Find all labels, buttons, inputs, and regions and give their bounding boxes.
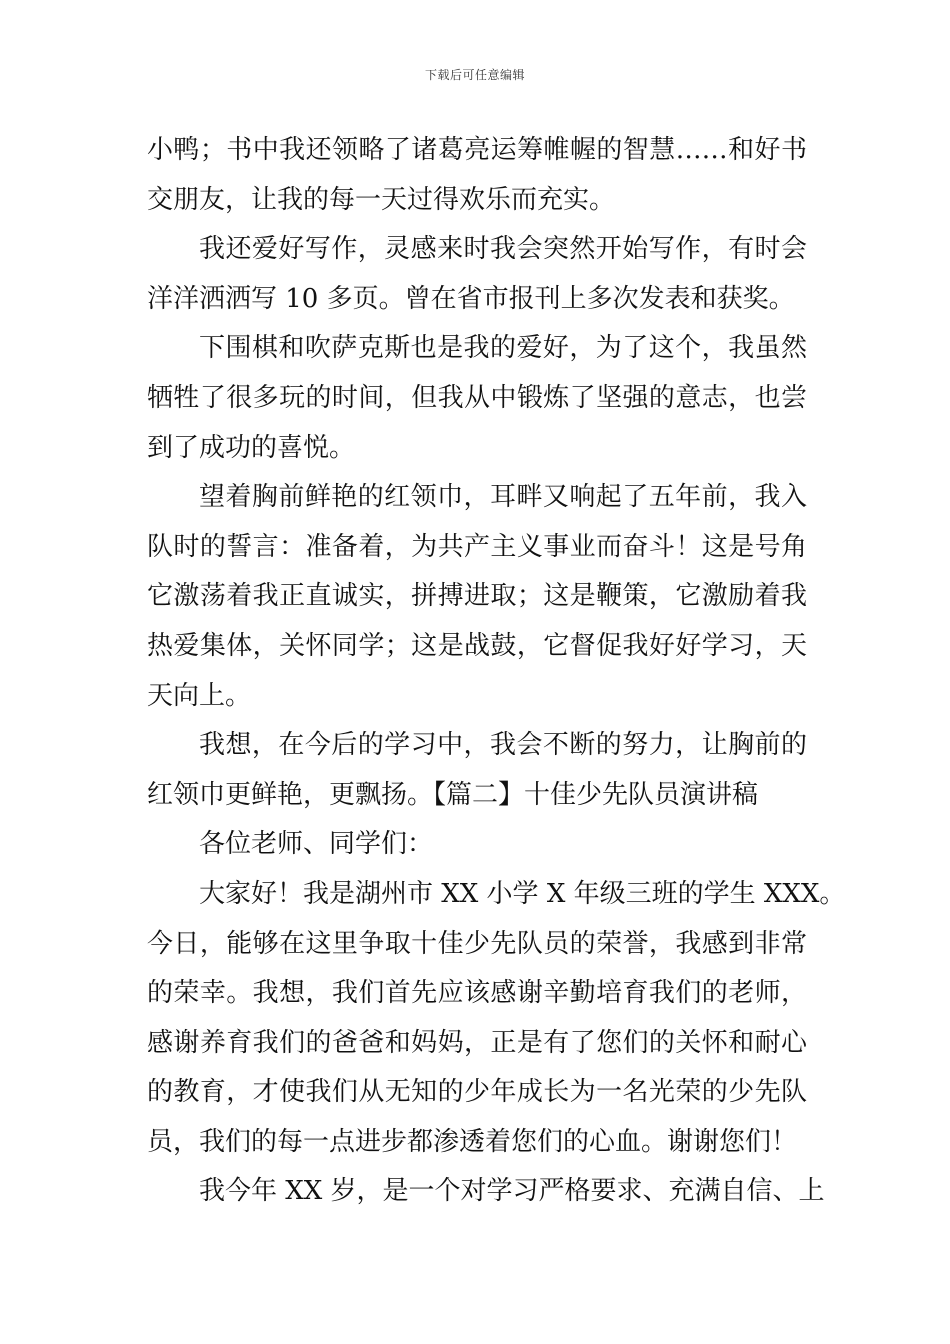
- text-line: 各位老师、同学们：: [199, 829, 434, 860]
- document-body: [147, 126, 846, 1217]
- text-line: 洋洋洒洒写 10 多页。曾在省市报刊上多次发表和获奖。: [147, 283, 795, 314]
- text-line: 望着胸前鲜艳的红领巾，耳畔又响起了五年前，我入: [199, 482, 807, 513]
- text-line: 我还爱好写作，灵感来时我会突然开始写作，有时会: [199, 234, 807, 265]
- text-line: 天向上。: [147, 680, 252, 711]
- text-line: 小鸭；书中我还领略了诸葛亮运筹帷幄的智慧……和好书: [147, 135, 807, 165]
- text-line: 大家好！我是湖州市 XX 小学 X 年级三班的学生 XXX。: [199, 878, 846, 909]
- text-line: 它激荡着我正直诚实，拼搏进取；这是鞭策，它激励着我: [147, 581, 807, 612]
- text-line: 热爱集体，关怀同学；这是战鼓，它督促我好好学习，天: [147, 630, 807, 661]
- text-line: 我今年 XX 岁，是一个对学习严格要求、充满自信、上: [199, 1176, 825, 1207]
- text-line: 的荣幸。我想，我们首先应该感谢辛勤培育我们的老师，: [147, 978, 807, 1009]
- text-line: 员，我们的每一点进步都渗透着您们的心血。谢谢您们！: [147, 1126, 798, 1157]
- text-line: 下围棋和吹萨克斯也是我的爱好，为了这个，我虽然: [199, 333, 807, 364]
- text-line: 我想，在今后的学习中，我会不断的努力，让胸前的: [199, 730, 807, 761]
- page-header: 下载后可任意编辑: [424, 68, 525, 82]
- text-line: 到了成功的喜悦。: [147, 432, 356, 463]
- text-line: 牺牲了很多玩的时间，但我从中锻炼了坚强的意志，也尝: [147, 382, 807, 413]
- text-line: 的教育，才使我们从无知的少年成长为一名光荣的少先队: [147, 1077, 807, 1108]
- text-line: 感谢养育我们的爸爸和妈妈，正是有了您们的关怀和耐心: [147, 1027, 807, 1058]
- text-line: 红领巾更鲜艳，更飘扬。【篇二】十佳少先队员演讲稿: [147, 779, 759, 810]
- text-line: 今日，能够在这里争取十佳少先队员的荣誉，我感到非常: [147, 928, 807, 959]
- text-line: 队时的誓言：准备着，为共产主义事业而奋斗！这是号角: [147, 531, 807, 562]
- text-line: 交朋友，让我的每一天过得欢乐而充实。: [147, 184, 616, 215]
